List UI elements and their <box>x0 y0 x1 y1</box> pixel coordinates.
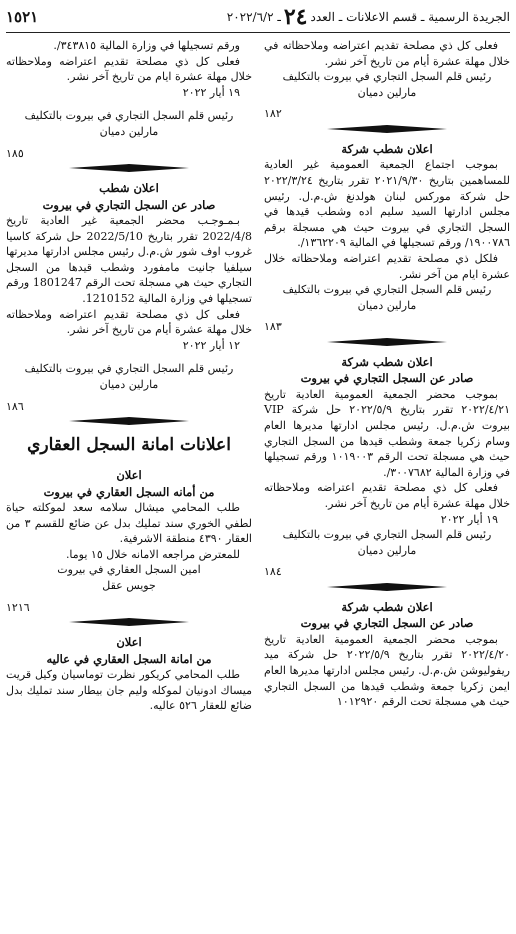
notice-185-signature-title: رئيس قلم السجل التجاري في بيروت بالتكليف <box>24 109 234 123</box>
separator-ornament <box>6 164 252 172</box>
notice-1216-text: طلب المحامي ميشال سلامه سعد لموكلته حياة لطفي الخوري سند تمليك بدل عن ضائع للقسم ٣ من العقار ٤٣٩٠ منطقة الاشرفية. <box>6 501 252 546</box>
notice-185-text: بموجب محضر الجمعية العمومية العادية تاريخ ٢٠٢٢/٤/٢٠ تقرر بتاريخ ٢٠٢٢/٥/٩ حل شركة ميد ريفوليوشن ش.م.ل. رئيس مجلس ادارتها مديرها العام ايمن زكريا جمعة وشطب قيدها من السجل التجاري حيث هي مسجلة تحت الرقم ١٠١٢٩٢٠ <box>264 632 510 709</box>
notice-186-date: ١٢ أيار ٢٠٢٢ <box>182 338 240 352</box>
notice-183-title: اعلان شطب شركة <box>341 142 433 157</box>
notice-183-objection: فلكل ذي مصلحة تقديم اعتراضه وملاحظاته خلال عشرة ايام من آخر نشر. <box>264 252 510 281</box>
page-number: ١٥٢١ <box>6 8 39 27</box>
left-column <box>6 38 256 934</box>
notice-184-objection: فعلى كل ذي مصلحة تقديم اعتراضه وملاحظاته خلال مهلة عشرة أيام من تاريخ آخر نشر. <box>264 481 510 510</box>
notice-186-number: ١٨٦ <box>6 399 24 413</box>
notice-186-objection: فعلى كل ذي مصلحة تقديم اعتراضه وملاحظاته خلال مهلة عشرة أيام من تاريخ آخر نشر. <box>6 307 252 337</box>
notice-1216-number: ١٢١٦ <box>6 600 30 614</box>
notice-182-number: ١٨٢ <box>264 107 282 121</box>
columns <box>6 38 510 934</box>
notice-182-signature-title: رئيس قلم السجل التجاري في بيروت بالتكليف <box>282 70 492 84</box>
right-column <box>256 38 510 934</box>
notice-183-number: ١٨٣ <box>264 320 282 334</box>
notice-1216-title: اعلان <box>116 468 142 483</box>
notice-184-signature-name: مارلين دميان <box>357 543 417 557</box>
issue-number: ٢٤ <box>283 4 308 31</box>
notice-184-text: بموجب محضر الجمعية العمومية العادية تاريخ ٢٠٢٢/٤/٢١ تقرر بتاريخ ٢٠٢٢/٥/٩ حل شركة VIP بيروت ش.م.ل. رئيس مجلس ادارتها مديرها العام وسام زكريا جمعة وشطب قيدها من السجل التجاري حيث هي مسجلة تحت الرقم ١٠١٩٠٠٣ ورقم تسجيلها في وزارة المالية ٣٠٠٧٦٨٢/. <box>264 387 510 479</box>
notice-183-signature-name: مارلين دميان <box>357 298 417 312</box>
notice-184-title: اعلان شطب شركة <box>341 355 433 370</box>
notice-1216-objection: للمعترض مراجعه الامانه خلال ١٥ يوما. <box>65 547 240 561</box>
gazette-title: الجريدة الرسمية ـ قسم الاعلانات ـ العدد <box>310 10 510 25</box>
notice-1216-signature-title: امين السجل العقاري في بيروت <box>57 563 201 577</box>
header-left <box>227 2 510 33</box>
notice-185-title: اعلان شطب شركة <box>341 600 433 615</box>
notice-185-continued: ورقم تسجيلها في وزارة المالية ٣٤٣٨١٥/. <box>53 39 240 52</box>
notice-184-number: ١٨٤ <box>264 565 282 579</box>
notice-186-signature-name: مارلين دميان <box>99 378 159 392</box>
notice-185-signature-name: مارلين دميان <box>99 125 159 139</box>
notice-aley-text: طلب المحامي كريكور نظرت توماسيان وكيل قريت ميساك ادونيان لموكله وليم جان بيطار سند تمليك بدل ضائع للعقار ٥٢٦ عاليه. <box>6 667 252 713</box>
notice-185-subtitle: صادر عن السجل التجاري في بيروت <box>300 616 474 631</box>
notice-185-number: ١٨٥ <box>6 146 24 160</box>
section-heading: اعلانات امانة السجل العقاري <box>27 435 231 456</box>
page-header <box>6 4 510 33</box>
notice-186-title: اعلان شطب <box>99 181 159 196</box>
separator-ornament <box>264 583 510 591</box>
notice-aley-subtitle: من امانة السجل العقاري في عاليه <box>46 651 212 666</box>
notice-183-text: بموجب اجتماع الجمعية العمومية غير العادية للمساهمين بتاريخ ٢٠٢١/٩/٣٠ تقرر بتاريخ ٢٠٢٢/٣/٢٤ حل شركة موركس لبنان هولدنغ ش.م.ل. رئيس مجلس ادارتها السيد سليم اده وشطب قيدها في السجل التجاري في بيروت حيث هي مسجلة برقم ١٩٠٠٧٨٦/ ورقم تسجيلها في المالية ١٣٦٢٢٠٩/. <box>264 158 510 250</box>
notice-186-text: بـمـوجـب محضر الجمعية غير العادية تاريخ 2022/4/8 تقرر بتاريخ 2022/5/10 حل شركة كاسيا غروب اوف شور ش.م.ل رئيس مجلس ادارتها مديرتها سيلفيا جانيت مامفورد وشطب قيدها من السجل التجاري حيث هي مسجلة تحت الرقم 1801247 ورقم تسجيلها في وزارة المالية 1210152. <box>6 213 252 305</box>
notice-184-date: ١٩ أيار ٢٠٢٢ <box>440 512 498 526</box>
separator-ornament <box>264 125 510 133</box>
notice-184-subtitle: صادر عن السجل التجاري في بيروت <box>300 371 474 386</box>
notice-1216-subtitle: من أمانه السجل العقاري في بيروت <box>43 484 215 499</box>
notice-186-signature-title: رئيس قلم السجل التجاري في بيروت بالتكليف <box>24 362 234 376</box>
separator-ornament <box>264 338 510 346</box>
notice-1216-signature-name: جويس عقل <box>102 579 156 593</box>
issue-date: ـ ٢٠٢٢/٦/٢ <box>226 10 281 25</box>
notice-185-objection: فعلى كل ذي مصلحة تقديم اعتراضه وملاحظاته خلال مهلة عشرة ايام من تاريخ آخر نشر. <box>6 54 252 84</box>
notice-184-signature-title: رئيس قلم السجل التجاري في بيروت بالتكليف <box>282 528 492 542</box>
notice-186-subtitle: صادر عن السجل التجاري في بيروت <box>42 197 216 212</box>
separator-ornament <box>6 417 252 425</box>
notice-182-signature-name: مارلين دميان <box>357 85 417 99</box>
notice-183-signature-title: رئيس قلم السجل التجاري في بيروت بالتكليف <box>282 283 492 297</box>
separator-ornament <box>6 618 252 626</box>
notice-aley-title: اعلان <box>116 635 142 650</box>
notice-182-text: فعلى كل ذي مصلحة تقديم اعتراضه وملاحظاته في خلال مهلة عشرة أيام من تاريخ آخر نشر. <box>264 39 510 68</box>
notice-185-date: ١٩ أيار ٢٠٢٢ <box>182 85 240 99</box>
